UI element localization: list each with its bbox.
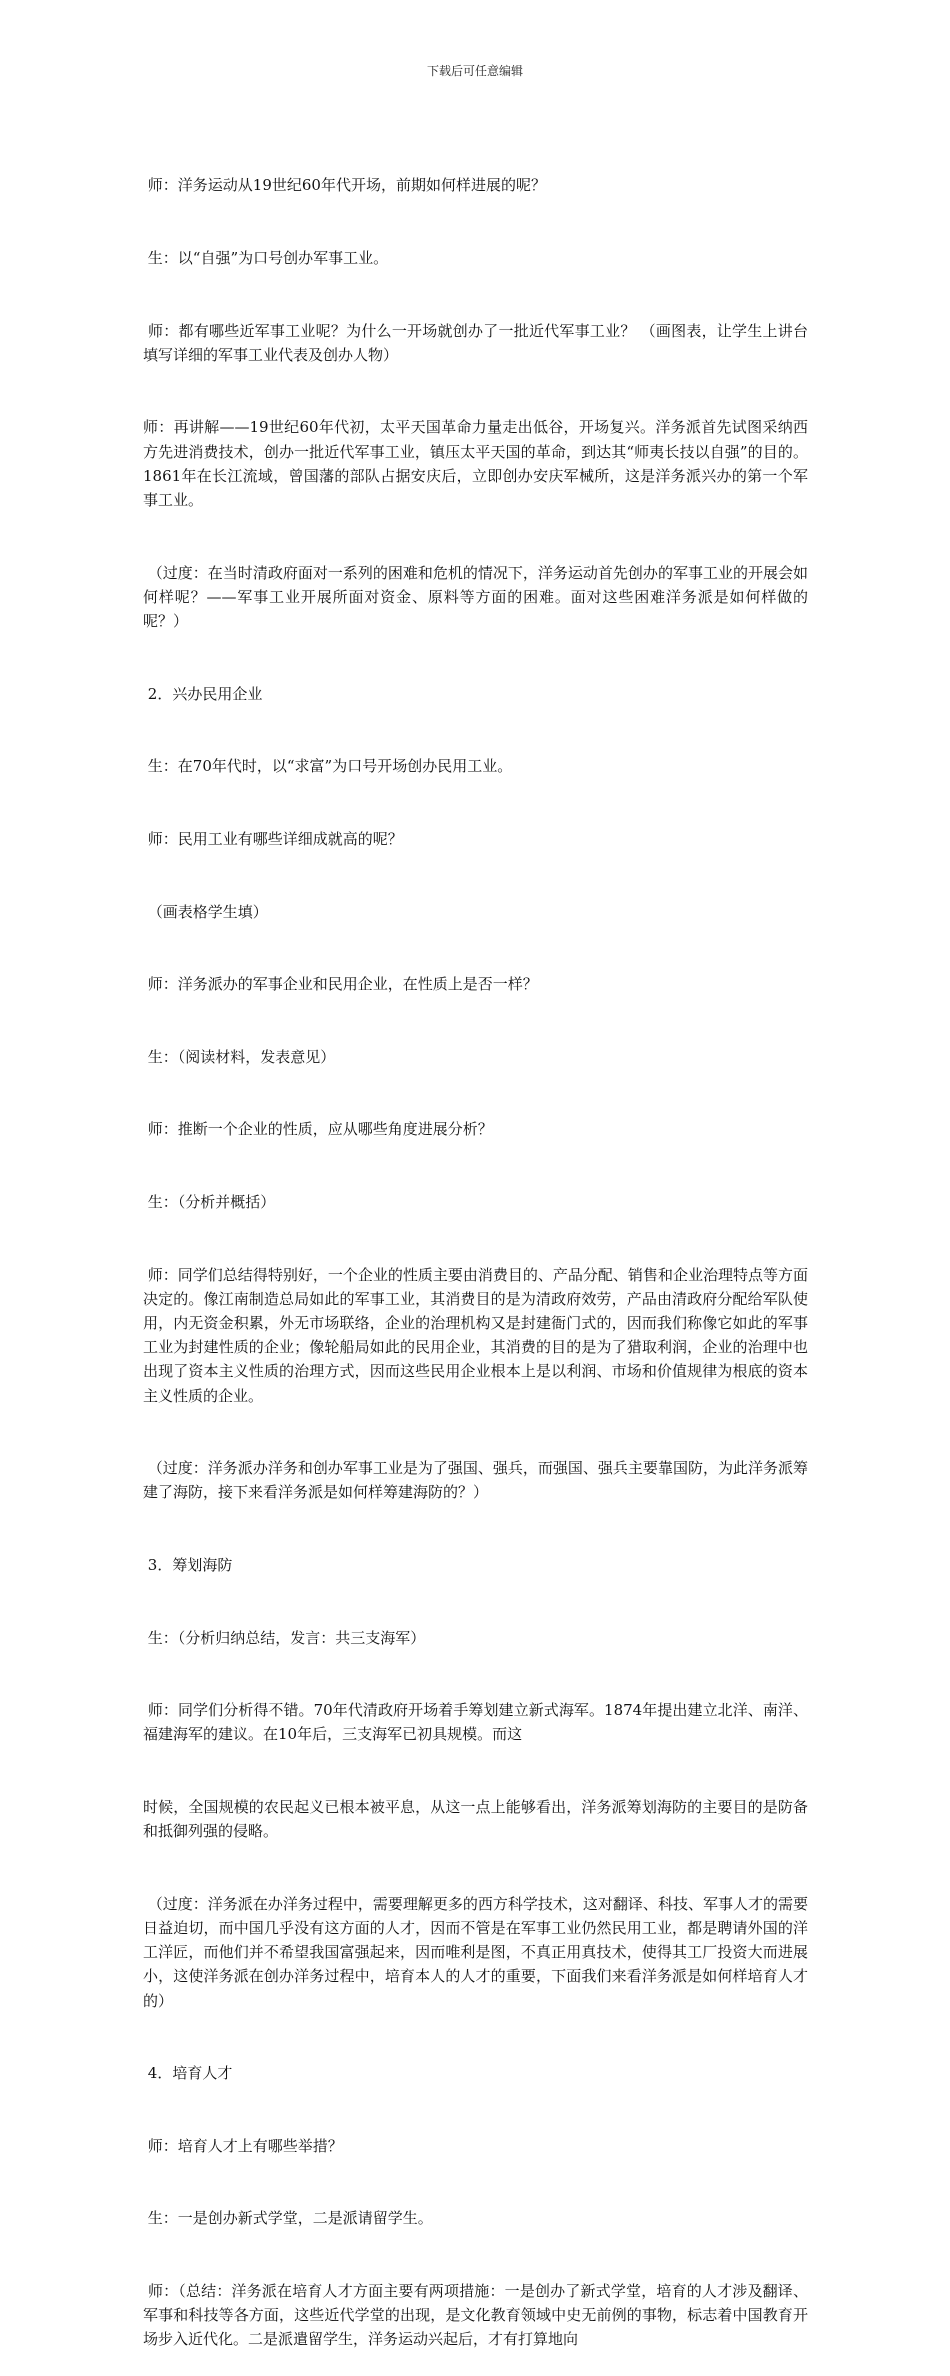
paragraph-13: 生：（分析并概括）: [143, 1192, 276, 1211]
section-heading-4: 4．培育人才: [143, 2064, 233, 2083]
paragraph-4: 师：再讲解——19世纪60年代初，太平天国革命力量走出低谷，开场复兴。洋务派首先试图采纳西方先进消费技术，创办一批近代军事工业，镇压太平天国的革命，到达其“师夷长技以自强”的目的。1861年在长江流域，曾国藩的部队占据安庆后，立即创办安庆军械所，这是洋务派兴办的第一个军事工业。: [143, 418, 808, 510]
paragraph-15: （过度：洋务派办洋务和创办军事工业是为了强国、强兵，而强国、强兵主要靠国防，为此洋务派筹建了海防，接下来看洋务派是如何样筹建海防的？）: [143, 1459, 808, 1502]
section-heading-2: 2．兴办民用企业: [143, 684, 263, 703]
document-body: [143, 125, 808, 2376]
paragraph-8: 师：民用工业有哪些详细成就高的呢？: [143, 829, 403, 848]
paragraph-18: 师：同学们分析得不错。70年代清政府开场着手筹划建立新式海军。1874年提出建立北洋、南洋、福建海军的建议。在10年后，三支海军已初具规模。而这: [143, 1701, 808, 1744]
paragraph-23: 生：一是创办新式学堂，二是派请留学生。: [143, 2209, 433, 2228]
paragraph-11: 生：（阅读材料，发表意见）: [143, 1047, 336, 1066]
paragraph-19: 时候，全国规模的农民起义已根本被平息，从这一点上能够看出，洋务派筹划海防的主要目的是防备和抵御列强的侵略。: [143, 1798, 808, 1841]
section-heading-3: 3．筹划海防: [143, 1555, 233, 1574]
paragraph-5: （过度：在当时清政府面对一系列的困难和危机的情况下，洋务运动首先创办的军事工业的开展会如何样呢？——军事工业开展所面对资金、原料等方面的困难。面对这些困难洋务派是如何样做的呢？）: [143, 563, 808, 631]
paragraph-1: 师：洋务运动从19世纪60年代开场，前期如何样进展的呢？: [143, 176, 546, 195]
paragraph-3: 师：都有哪些近军事工业呢？为什么一开场就创办了一批近代军事工业？ （画图表，让学生上讲台填写详细的军事工业代表及创办人物）: [143, 321, 808, 364]
paragraph-17: 生：（分析归纳总结，发言：共三支海军）: [143, 1628, 426, 1647]
paragraph-10: 师：洋务派办的军事企业和民用企业，在性质上是否一样？: [143, 975, 538, 994]
paragraph-2: 生：以“自强”为口号创办军事工业。: [143, 249, 389, 268]
paragraph-24: 师：（总结：洋务派在培育人才方面主要有两项措施：一是创办了新式学堂，培育的人才涉及翻译、军事和科技等各方面，这些近代学堂的出现，是文化教育领域中史无前例的事物，标志着中国教育开场步入近代化。二是派遣留学生，洋务运动兴起后，才有打算地向: [143, 2282, 808, 2349]
paragraph-7: 生：在70年代时，以“求富”为口号开场创办民用工业。: [143, 757, 513, 776]
paragraph-14: 师：同学们总结得特别好，一个企业的性质主要由消费目的、产品分配、销售和企业治理特点等方面决定的。像江南制造总局如此的军事工业，其消费目的是为清政府效劳，产品由清政府分配给军队使用，内无资金积累，外无市场联络，企业的治理机构又是封建衙门式的，因而我们称像它如此的军事工业为封建性质的企业；像轮船局如此的民用企业，其消费的目的是为了猎取利润，企业的治理中也出现了资本主义性质的治理方式，因而这些民用企业根本上是以利润、市场和价值规律为根底的资本主义性质的企业。: [143, 1265, 808, 1405]
page-header: 下载后可任意编辑: [426, 64, 523, 78]
paragraph-22: 师：培育人才上有哪些举措？: [143, 2136, 343, 2155]
paragraph-12: 师：推断一个企业的性质，应从哪些角度进展分析？: [143, 1120, 493, 1139]
paragraph-9: （画表格学生填）: [143, 902, 268, 921]
paragraph-20: （过度：洋务派在办洋务过程中，需要理解更多的西方科学技术，这对翻译、科技、军事人才的需要日益迫切，而中国几乎没有这方面的人才，因而不管是在军事工业仍然民用工业，都是聘请外国的洋工洋匠，而他们并不希望我国富强起来，因而唯利是图，不真正用真技术，使得其工厂投资大而进展小，这使洋务派在创办洋务过程中，培育本人的人才的重要，下面我们来看洋务派是如何样培育人才的）: [143, 1894, 808, 2010]
